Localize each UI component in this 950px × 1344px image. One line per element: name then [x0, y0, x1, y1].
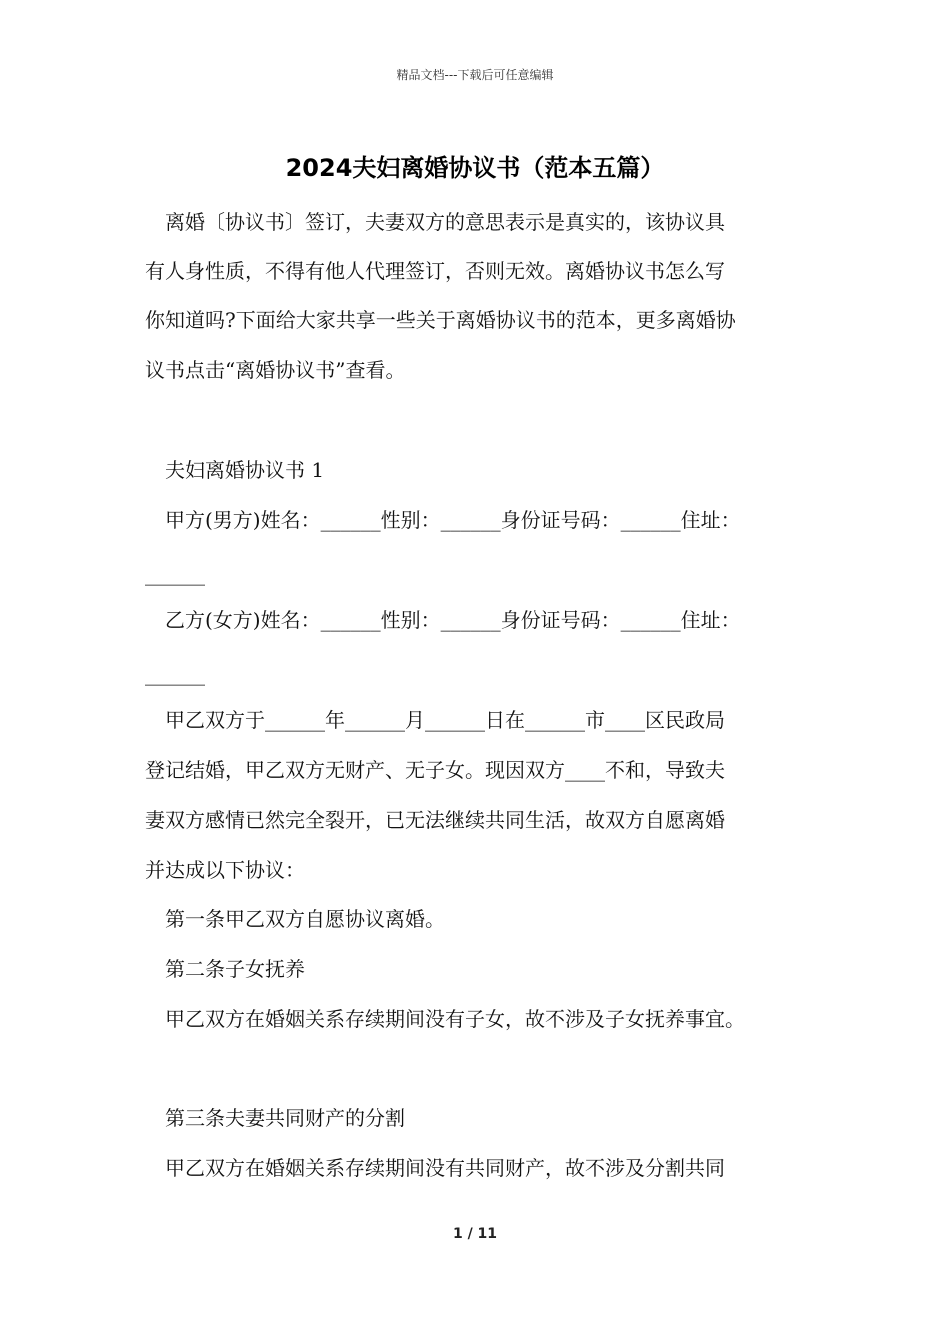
body-line: 议书点击“离婚协议书”查看。 — [145, 358, 406, 382]
page-indicator: 1 / 11 — [452, 1226, 498, 1242]
body-line: ______ — [145, 562, 205, 586]
body-line: 甲乙双方在婚姻关系存续期间没有共同财产，故不涉及分割共同 — [145, 1156, 725, 1180]
section-heading: 夫妇离婚协议书 1 — [145, 458, 325, 482]
article-heading: 第一条甲乙双方自愿协议离婚。 — [145, 907, 445, 931]
article-heading: 第二条子女抚养 — [145, 957, 305, 981]
body-line: 你知道吗?下面给大家共享一些关于离婚协议书的范本，更多离婚协 — [145, 308, 736, 332]
body-line: 有人身性质，不得有他人代理签订，否则无效。离婚协议书怎么写 — [145, 259, 725, 283]
body-line: 甲乙双方于______年______月______日在______市____区民政局 — [145, 708, 725, 732]
article-heading: 第三条夫妻共同财产的分割 — [145, 1106, 405, 1130]
page-header: 精品文档---下载后可任意编辑 — [396, 68, 554, 82]
body-line: 妻双方感情已然完全裂开，已无法继续共同生活，故双方自愿离婚 — [145, 808, 725, 832]
body-line: ______ — [145, 662, 205, 686]
body-line: 甲方(男方)姓名：______性别：______身份证号码：______住址： — [145, 508, 741, 532]
body-line: 登记结婚，甲乙双方无财产、无子女。现因双方____不和，导致夫 — [145, 758, 725, 782]
body-line: 甲乙双方在婚姻关系存续期间没有子女，故不涉及子女抚养事宜。 — [145, 1007, 745, 1031]
body-line: 乙方(女方)姓名：______性别：______身份证号码：______住址： — [145, 608, 741, 632]
body-line: 离婚〔协议书〕签订，夫妻双方的意思表示是真实的，该协议具 — [145, 210, 725, 234]
document-title: 2024夫妇离婚协议书（范本五篇） — [285, 154, 665, 182]
body-line: 并达成以下协议： — [145, 858, 305, 882]
